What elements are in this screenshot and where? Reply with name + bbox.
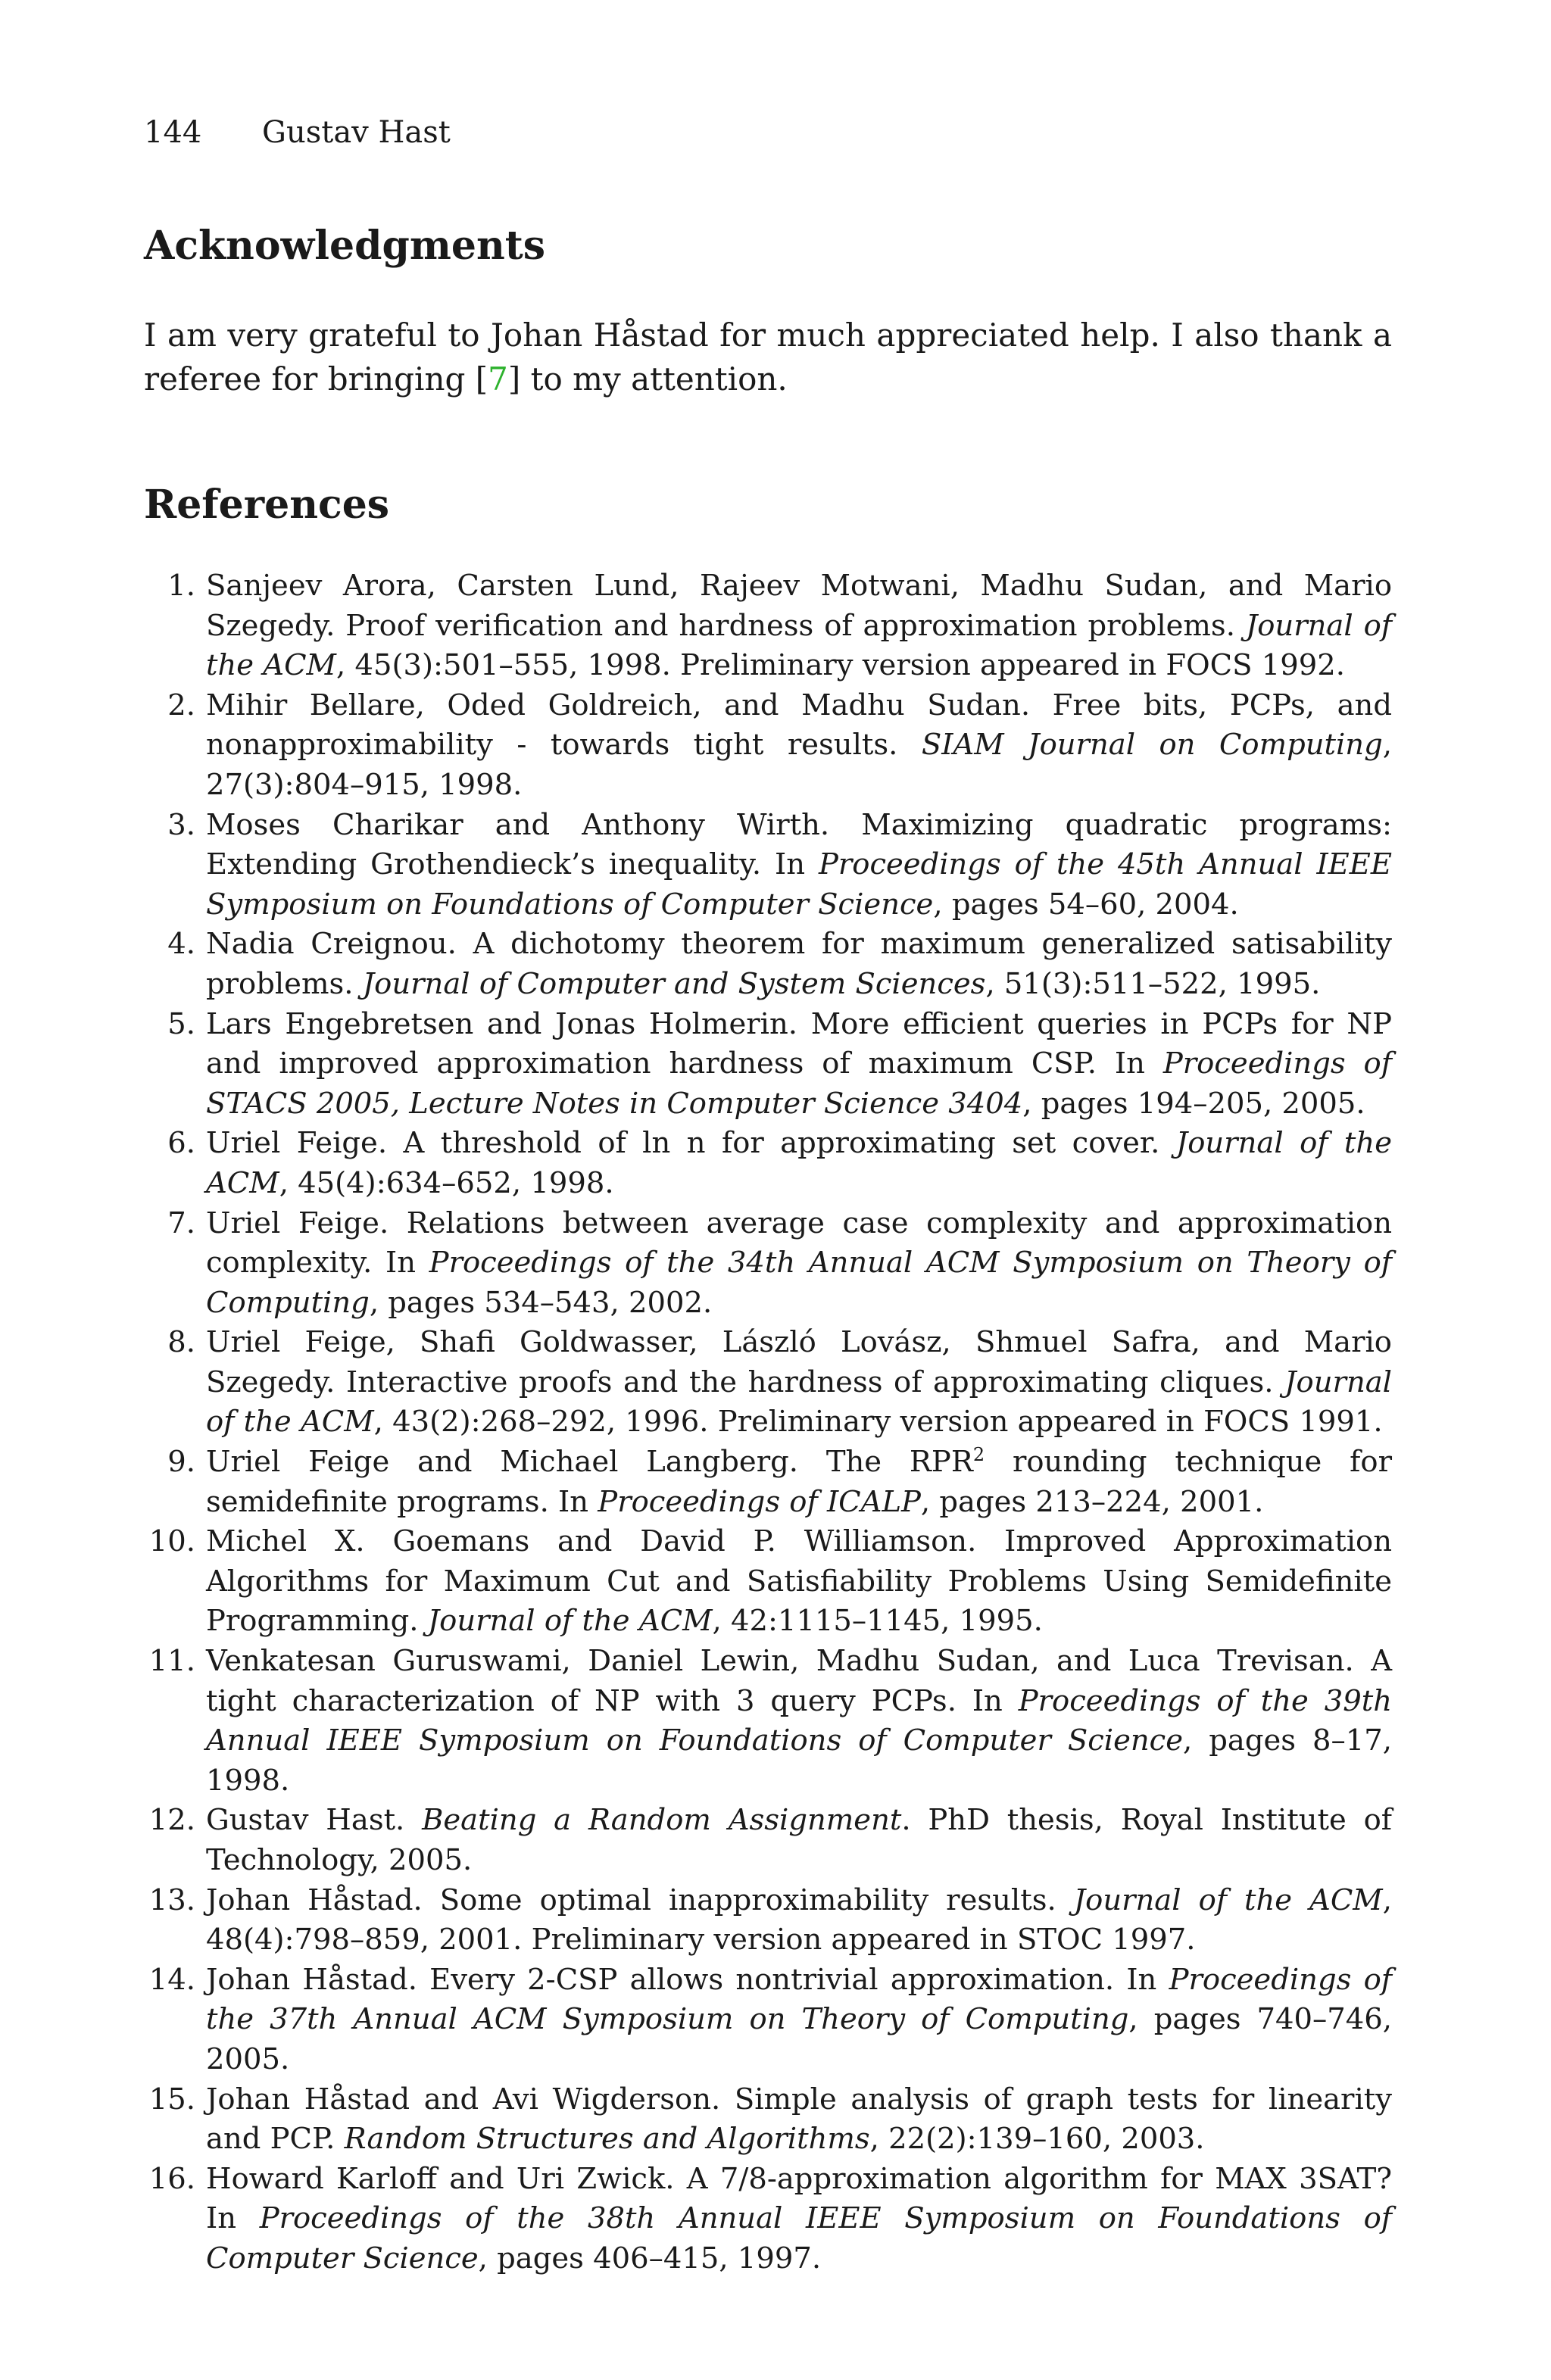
reference-text: , pages 194–205, 2005. (1022, 1086, 1365, 1121)
reference-venue: Journal of the ACM (427, 1604, 713, 1639)
reference-item (144, 686, 1392, 806)
reference-venue: Beating a Random Assignment (422, 1803, 902, 1838)
reference-item (144, 1522, 1392, 1642)
reference-venue: Proceedings of STACS 2005, Lecture Notes in Computer Science 3404 (206, 1047, 1392, 1121)
reference-text: Uriel Feige. A threshold of ln n for approximating set cover. (206, 1126, 1176, 1161)
reference-number: 16. (148, 2161, 195, 2196)
running-head (144, 114, 1392, 151)
ack-text-part: to my attention. (520, 360, 788, 398)
ack-text-part: I am very grateful to Johan Håstad for much appreciated help. I also thank a referee for bringing (144, 317, 1392, 398)
reference-number: 6. (167, 1126, 195, 1161)
reference-text: , 27(3):804–915, 1998. (206, 728, 1392, 802)
page-number: 144 (144, 115, 202, 150)
reference-item (144, 806, 1392, 925)
reference-text: , pages 534–543, 2002. (369, 1285, 713, 1320)
reference-item (144, 925, 1392, 1004)
reference-item (144, 1005, 1392, 1124)
reference-number: 10. (148, 1524, 195, 1559)
reference-number: 5. (167, 1006, 195, 1041)
reference-text: , pages 406–415, 1997. (478, 2241, 822, 2276)
reference-item (144, 566, 1392, 686)
reference-text: , pages 54–60, 2004. (933, 887, 1239, 922)
reference-text: Nadia Creignou. A dichotomy theorem for maximum generalized satisability problems. (206, 927, 1392, 1001)
reference-venue: Journal of Computer and System Sciences (362, 966, 986, 1001)
reference-item (144, 1881, 1392, 1960)
reference-text: rounding technique for semidefinite programs. In (206, 1445, 1392, 1519)
reference-item (144, 2160, 1392, 2279)
reference-number: 8. (167, 1325, 195, 1360)
reference-text: , 45(4):634–652, 1998. (279, 1165, 614, 1200)
reference-text: Mihir Bellare, Oded Goldreich, and Madhu Sudan. Free bits, PCPs, and nonapproximability - towards tight results. (206, 688, 1392, 763)
reference-text: Sanjeev Arora, Carsten Lund, Rajeev Motwani, Madhu Sudan, and Mario Szegedy. Proof verification and hardness of approximation problems. (206, 569, 1392, 643)
reference-number: 4. (167, 927, 195, 962)
reference-venue: SIAM Journal on Computing (921, 728, 1383, 763)
reference-text: Gustav Hast. (206, 1803, 423, 1838)
reference-text: Venkatesan Guruswami, Daniel Lewin, Madhu Sudan, and Luca Trevisan. A tight characterization of NP with 3 query PCPs. In (206, 1644, 1392, 1718)
reference-text: Moses Charikar and Anthony Wirth. Maximizing quadratic programs: Extending Grothendieck’s inequality. In (206, 807, 1392, 882)
reference-number: 2. (167, 688, 195, 722)
reference-number: 15. (148, 2082, 195, 2116)
reference-text: Howard Karloff and Uri Zwick. A 7/8-approximation algorithm for MAX 3SAT? In (206, 2161, 1392, 2236)
reference-number: 12. (148, 1803, 195, 1838)
reference-text: , pages 740–746, 2005. (206, 2002, 1392, 2076)
reference-venue: Proceedings of the 39th Annual IEEE Symposium on Foundations of Computer Science (206, 1683, 1392, 1758)
reference-text: . PhD thesis, Royal Institute of Technology, 2005. (206, 1803, 1392, 1877)
reference-venue: Random Structures and Algorithms (344, 2122, 870, 2157)
reference-text: , 42:1115–1145, 1995. (712, 1604, 1043, 1639)
reference-number: 9. (167, 1445, 195, 1480)
reference-number: 14. (148, 1962, 195, 1997)
reference-number: 1. (167, 569, 195, 603)
citation-link[interactable]: 7 (488, 360, 508, 398)
reference-number: 13. (148, 1882, 195, 1917)
acknowledgments-heading: Acknowledgments (144, 223, 546, 269)
references-heading: References (144, 482, 390, 528)
cite-bracket: [ (475, 360, 488, 398)
running-head-author: Gustav Hast (262, 115, 451, 150)
reference-number: 3. (167, 807, 195, 842)
reference-text: , 45(3):501–555, 1998. Preliminary version appeared in FOCS 1992. (335, 648, 1345, 683)
reference-venue: Proceedings of the 45th Annual IEEE Symposium on Foundations of Computer Science (206, 847, 1392, 922)
reference-text: Johan Håstad and Avi Wigderson. Simple analysis of graph tests for linearity and PCP. (206, 2082, 1392, 2157)
reference-text: , pages 8–17, 1998. (206, 1723, 1392, 1798)
reference-text: , 43(2):268–292, 1996. Preliminary version appeared in FOCS 1991. (373, 1405, 1383, 1440)
reference-item (144, 1642, 1392, 1801)
references-list (144, 566, 1392, 2279)
reference-item (144, 1323, 1392, 1443)
reference-text: Uriel Feige. Relations between average case complexity and approximation complexity. In (206, 1206, 1392, 1280)
superscript: 2 (972, 1444, 985, 1466)
reference-text: Johan Håstad. Some optimal inapproximability results. (206, 1882, 1074, 1917)
reference-text: , 51(3):511–522, 1995. (985, 966, 1321, 1001)
reference-text: Uriel Feige and Michael Langberg. The RPR (206, 1445, 973, 1480)
reference-item (144, 1204, 1392, 1324)
reference-text: Lars Engebretsen and Jonas Holmerin. More efficient queries in PCPs for NP and improved approximation hardness of maximum CSP. In (206, 1006, 1392, 1081)
reference-text: Michel X. Goemans and David P. Williamson. Improved Approximation Algorithms for Maximum Cut and Satisfiability Problems Using Semidefinite Programming. (206, 1524, 1392, 1639)
reference-item (144, 1443, 1392, 1522)
reference-item (144, 2080, 1392, 2160)
cite-bracket: ] (507, 360, 521, 398)
reference-text: , 22(2):139–160, 2003. (869, 2122, 1205, 2157)
reference-number: 7. (167, 1206, 195, 1240)
reference-venue: Journal of the ACM (206, 608, 1392, 683)
reference-venue: Journal of the ACM (206, 1365, 1392, 1440)
reference-venue: Proceedings of the 34th Annual ACM Symposium on Theory of Computing (206, 1246, 1392, 1320)
reference-venue: Proceedings of ICALP (598, 1484, 921, 1519)
reference-text: , pages 213–224, 2001. (920, 1484, 1264, 1519)
reference-number: 11. (148, 1644, 195, 1679)
reference-text: Johan Håstad. Every 2-CSP allows nontrivial approximation. In (206, 1962, 1169, 1997)
reference-venue: Proceedings of the 38th Annual IEEE Symposium on Foundations of Computer Science (206, 2201, 1392, 2276)
reference-item (144, 1960, 1392, 2080)
reference-venue: Journal of the ACM (1073, 1882, 1383, 1917)
reference-item (144, 1124, 1392, 1203)
reference-venue: Journal of the ACM (206, 1126, 1392, 1200)
acknowledgments-text (144, 313, 1392, 401)
reference-item (144, 1801, 1392, 1880)
reference-venue: Proceedings of the 37th Annual ACM Symposium on Theory of Computing (206, 1962, 1392, 2037)
page (144, 114, 1392, 2279)
reference-text: Uriel Feige, Shafi Goldwasser, László Lovász, Shmuel Safra, and Mario Szegedy. Interactive proofs and the hardness of approximating cliques. (206, 1325, 1392, 1399)
reference-text: , 48(4):798–859, 2001. Preliminary version appeared in STOC 1997. (206, 1882, 1392, 1957)
